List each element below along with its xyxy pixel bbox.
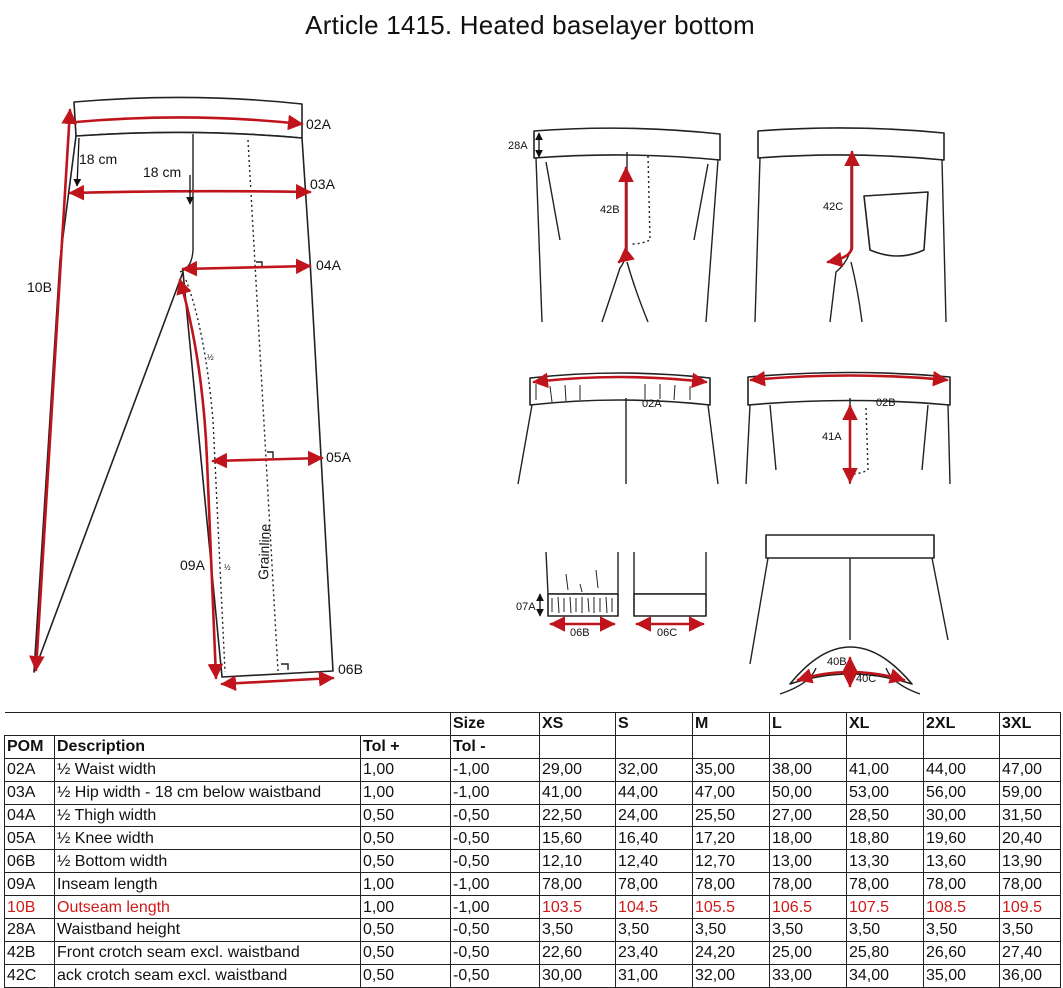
pom-code: 03A: [5, 781, 55, 804]
header-tol-minus: Tol -: [451, 735, 540, 758]
tol-plus: 0,50: [361, 919, 451, 942]
header-cell: [616, 735, 693, 758]
tol-minus: -0,50: [451, 964, 540, 987]
header-tol-plus: Tol +: [361, 735, 451, 758]
pom-code: 02A: [5, 758, 55, 781]
value-xs: 103.5: [540, 896, 616, 919]
value-m: 25,50: [693, 804, 770, 827]
value-2xl: 56,00: [924, 781, 1000, 804]
description: Front crotch seam excl. waistband: [55, 941, 361, 964]
value-s: 12,40: [616, 850, 693, 873]
value-3xl: 59,00: [1000, 781, 1061, 804]
value-3xl: 78,00: [1000, 873, 1061, 896]
measure-06b: [222, 678, 333, 684]
description: Inseam length: [55, 873, 361, 896]
value-s: 44,00: [616, 781, 693, 804]
header-cell: [1000, 735, 1061, 758]
value-l: 106.5: [770, 896, 847, 919]
table-row: [5, 873, 1061, 896]
value-xl: 13,30: [847, 850, 924, 873]
measure-42b: [619, 168, 626, 262]
value-s: 31,00: [616, 964, 693, 987]
table-row-highlighted: [5, 896, 1061, 919]
back-detail-sketch: [755, 128, 946, 322]
label-02b: 02B: [876, 397, 896, 409]
value-2xl: 13,60: [924, 850, 1000, 873]
label-09a: 09A: [180, 557, 205, 573]
pom-code: 09A: [5, 873, 55, 896]
value-l: 18,00: [770, 827, 847, 850]
main-trouser-sketch: [27, 97, 363, 684]
header-pom: POM: [5, 735, 55, 758]
tol-plus: 0,50: [361, 850, 451, 873]
waistband-front-sketch: [518, 373, 718, 484]
table-row: [5, 804, 1061, 827]
value-3xl: 20,40: [1000, 827, 1061, 850]
table-row: [5, 850, 1061, 873]
tol-minus: -0,50: [451, 919, 540, 942]
header-size-s: S: [616, 713, 693, 736]
pom-code: 05A: [5, 827, 55, 850]
label-40b: 40B: [827, 656, 847, 668]
label-18cm-side: 18 cm: [79, 151, 118, 167]
tol-plus: 1,00: [361, 896, 451, 919]
value-m: 32,00: [693, 964, 770, 987]
tol-plus: 0,50: [361, 964, 451, 987]
value-xs: 78,00: [540, 873, 616, 896]
header-size-m: M: [693, 713, 770, 736]
description: Outseam length: [55, 896, 361, 919]
label-02a: 02A: [306, 116, 331, 132]
pom-code: 10B: [5, 896, 55, 919]
pom-code: 28A: [5, 919, 55, 942]
description: ½ Hip width - 18 cm below waistband: [55, 781, 361, 804]
page-title: Article 1415. Heated baselayer bottom: [305, 10, 755, 40]
value-2xl: 35,00: [924, 964, 1000, 987]
label-10b: 10B: [27, 279, 52, 295]
cuff-detail-sketches: [516, 552, 706, 639]
value-l: 78,00: [770, 873, 847, 896]
header-description: Description: [55, 735, 361, 758]
label-28a: 28A: [508, 140, 528, 152]
value-s: 78,00: [616, 873, 693, 896]
value-l: 13,00: [770, 850, 847, 873]
label-06b-detail: 06B: [570, 627, 590, 639]
value-3xl: 13,90: [1000, 850, 1061, 873]
label-05a: 05A: [326, 449, 351, 465]
tol-plus: 0,50: [361, 941, 451, 964]
label-06c: 06C: [657, 627, 678, 639]
value-3xl: 47,00: [1000, 758, 1061, 781]
header-cell: [55, 713, 361, 736]
value-m: 35,00: [693, 758, 770, 781]
value-3xl: 3,50: [1000, 919, 1061, 942]
value-s: 104.5: [616, 896, 693, 919]
value-xl: 53,00: [847, 781, 924, 804]
table-header-columns: [5, 735, 1061, 758]
value-l: 27,00: [770, 804, 847, 827]
value-xl: 107.5: [847, 896, 924, 919]
table-row: [5, 919, 1061, 942]
tol-minus: -1,00: [451, 781, 540, 804]
leg-shape: [34, 132, 333, 677]
tol-plus: 1,00: [361, 873, 451, 896]
tol-minus: -0,50: [451, 827, 540, 850]
label-02a-detail: 02A: [642, 398, 662, 410]
value-m: 78,00: [693, 873, 770, 896]
pom-code: 42B: [5, 941, 55, 964]
description: ½ Thigh width: [55, 804, 361, 827]
header-size-xl: XL: [847, 713, 924, 736]
label-04a: 04A: [316, 257, 341, 273]
header-cell: [540, 735, 616, 758]
value-l: 3,50: [770, 919, 847, 942]
value-3xl: 36,00: [1000, 964, 1061, 987]
tol-minus: -0,50: [451, 804, 540, 827]
value-xl: 34,00: [847, 964, 924, 987]
table-row: [5, 964, 1061, 987]
value-xs: 15,60: [540, 827, 616, 850]
value-2xl: 3,50: [924, 919, 1000, 942]
description: ½ Bottom width: [55, 850, 361, 873]
value-xl: 18,80: [847, 827, 924, 850]
value-2xl: 19,60: [924, 827, 1000, 850]
description: ack crotch seam excl. waistband: [55, 964, 361, 987]
value-m: 105.5: [693, 896, 770, 919]
description: ½ Knee width: [55, 827, 361, 850]
waistband-back-sketch: [746, 373, 950, 485]
value-xs: 22,50: [540, 804, 616, 827]
pom-code: 04A: [5, 804, 55, 827]
value-xl: 3,50: [847, 919, 924, 942]
table-header-sizes: [5, 713, 1061, 736]
front-detail-sketch: [508, 128, 720, 322]
label-42b: 42B: [600, 204, 620, 216]
tol-minus: -1,00: [451, 873, 540, 896]
gusset-detail-sketch: [750, 535, 948, 694]
table-row: [5, 758, 1061, 781]
label-half-1: ½: [207, 353, 214, 362]
value-xl: 78,00: [847, 873, 924, 896]
value-s: 16,40: [616, 827, 693, 850]
value-s: 24,00: [616, 804, 693, 827]
label-18cm-center: 18 cm: [143, 164, 182, 180]
header-size-l: L: [770, 713, 847, 736]
value-xs: 3,50: [540, 919, 616, 942]
value-l: 33,00: [770, 964, 847, 987]
value-m: 24,20: [693, 941, 770, 964]
value-m: 17,20: [693, 827, 770, 850]
value-m: 12,70: [693, 850, 770, 873]
back-pocket: [864, 192, 928, 256]
header-cell: [770, 735, 847, 758]
header-cell: [5, 713, 55, 736]
label-42c: 42C: [823, 201, 844, 213]
value-s: 23,40: [616, 941, 693, 964]
label-41a: 41A: [822, 431, 842, 443]
label-03a: 03A: [310, 176, 335, 192]
value-xl: 28,50: [847, 804, 924, 827]
label-half-2: ½: [224, 563, 231, 572]
table-row: [5, 827, 1061, 850]
value-m: 47,00: [693, 781, 770, 804]
value-2xl: 44,00: [924, 758, 1000, 781]
label-06b: 06B: [338, 661, 363, 677]
value-3xl: 31,50: [1000, 804, 1061, 827]
value-m: 3,50: [693, 919, 770, 942]
table-row: [5, 941, 1061, 964]
description: ½ Waist width: [55, 758, 361, 781]
label-40c: 40C: [856, 673, 877, 685]
value-s: 32,00: [616, 758, 693, 781]
value-2xl: 30,00: [924, 804, 1000, 827]
pom-code: 06B: [5, 850, 55, 873]
header-size-3xl: 3XL: [1000, 713, 1061, 736]
pom-code: 42C: [5, 964, 55, 987]
value-xs: 41,00: [540, 781, 616, 804]
header-size: Size: [451, 713, 540, 736]
value-2xl: 78,00: [924, 873, 1000, 896]
value-xs: 29,00: [540, 758, 616, 781]
value-s: 3,50: [616, 919, 693, 942]
value-xs: 30,00: [540, 964, 616, 987]
description: Waistband height: [55, 919, 361, 942]
header-cell: [361, 713, 451, 736]
label-07a: 07A: [516, 601, 536, 613]
size-spec-table: [4, 712, 1061, 988]
value-2xl: 108.5: [924, 896, 1000, 919]
label-grainline: Grainline: [255, 523, 273, 581]
value-xs: 12,10: [540, 850, 616, 873]
value-2xl: 26,60: [924, 941, 1000, 964]
tol-minus: -1,00: [451, 896, 540, 919]
value-xs: 22,60: [540, 941, 616, 964]
value-l: 50,00: [770, 781, 847, 804]
tol-plus: 1,00: [361, 781, 451, 804]
header-cell: [924, 735, 1000, 758]
tol-plus: 0,50: [361, 827, 451, 850]
header-size-2xl: 2XL: [924, 713, 1000, 736]
value-l: 38,00: [770, 758, 847, 781]
value-xl: 41,00: [847, 758, 924, 781]
header-cell: [847, 735, 924, 758]
tol-plus: 0,50: [361, 804, 451, 827]
table-row: [5, 781, 1061, 804]
value-l: 25,00: [770, 941, 847, 964]
value-3xl: 27,40: [1000, 941, 1061, 964]
tol-minus: -1,00: [451, 758, 540, 781]
tol-minus: -0,50: [451, 850, 540, 873]
value-xl: 25,80: [847, 941, 924, 964]
tol-minus: -0,50: [451, 941, 540, 964]
tol-plus: 1,00: [361, 758, 451, 781]
header-cell: [693, 735, 770, 758]
header-size-xs: XS: [540, 713, 616, 736]
value-3xl: 109.5: [1000, 896, 1061, 919]
